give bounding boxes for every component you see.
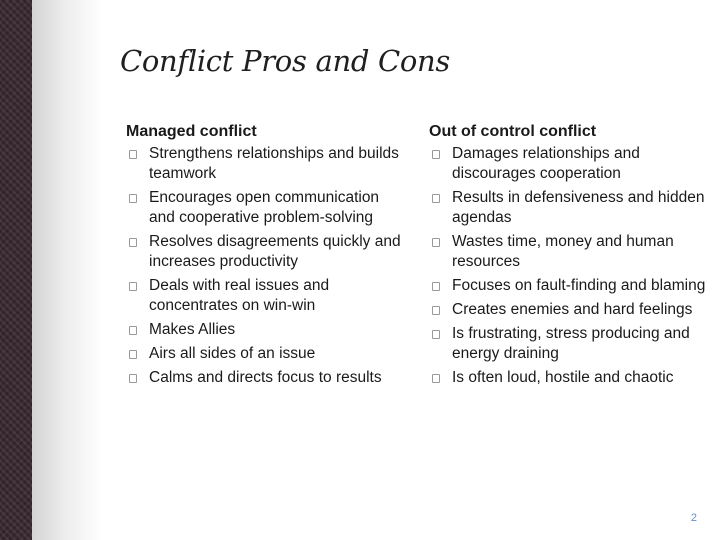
managed-conflict-list	[126, 144, 401, 388]
square-bullet-icon	[432, 330, 440, 339]
list-item-text: Damages relationships and discourages cooperation	[452, 145, 640, 182]
square-bullet-icon	[432, 150, 440, 159]
side-shadow-gradient	[32, 0, 102, 540]
list-item-text: Wastes time, money and human resources	[452, 233, 674, 270]
list-item-text: Deals with real issues and concentrates on win-win	[149, 277, 330, 314]
list-item-text: Resolves disagreements quickly and increases productivity	[149, 233, 401, 270]
out-of-control-conflict-heading: Out of control conflict	[429, 123, 597, 140]
slide-title: Conflict Pros and Cons	[120, 44, 451, 78]
list-item	[429, 368, 707, 388]
list-item	[429, 188, 707, 228]
list-item	[429, 324, 707, 364]
square-bullet-icon	[129, 282, 137, 291]
list-item	[126, 320, 401, 340]
list-item	[429, 232, 707, 272]
square-bullet-icon	[432, 282, 440, 291]
managed-conflict-column	[126, 122, 401, 392]
list-item-text: Airs all sides of an issue	[149, 345, 316, 362]
list-item-text: Calms and directs focus to results	[149, 369, 382, 386]
square-bullet-icon	[129, 374, 137, 383]
list-item-text: Strengthens relationships and builds teamwork	[149, 145, 399, 182]
list-item-text: Encourages open communication and cooperative problem-solving	[149, 189, 380, 226]
list-item	[126, 344, 401, 364]
list-item	[429, 300, 707, 320]
list-item-text: Is often loud, hostile and chaotic	[452, 369, 674, 386]
list-item	[429, 276, 707, 296]
out-of-control-conflict-list	[429, 144, 707, 388]
square-bullet-icon	[129, 150, 137, 159]
list-item	[126, 188, 401, 228]
square-bullet-icon	[129, 326, 137, 335]
out-of-control-conflict-column	[429, 122, 707, 392]
square-bullet-icon	[129, 350, 137, 359]
list-item-text: Makes Allies	[149, 321, 236, 338]
list-item	[126, 232, 401, 272]
list-item-text: Creates enemies and hard feelings	[452, 301, 693, 318]
square-bullet-icon	[432, 238, 440, 247]
square-bullet-icon	[432, 306, 440, 315]
list-item-text: Is frustrating, stress producing and energy draining	[452, 325, 690, 362]
square-bullet-icon	[432, 194, 440, 203]
list-item-text: Focuses on fault-finding and blaming	[452, 277, 706, 294]
square-bullet-icon	[432, 374, 440, 383]
list-item	[126, 368, 401, 388]
list-item	[126, 276, 401, 316]
list-item	[126, 144, 401, 184]
managed-conflict-heading: Managed conflict	[126, 123, 257, 140]
decorative-side-band	[0, 0, 32, 540]
square-bullet-icon	[129, 238, 137, 247]
square-bullet-icon	[129, 194, 137, 203]
page-number: 2	[690, 512, 697, 524]
list-item-text: Results in defensiveness and hidden agendas	[452, 189, 705, 226]
list-item	[429, 144, 707, 184]
